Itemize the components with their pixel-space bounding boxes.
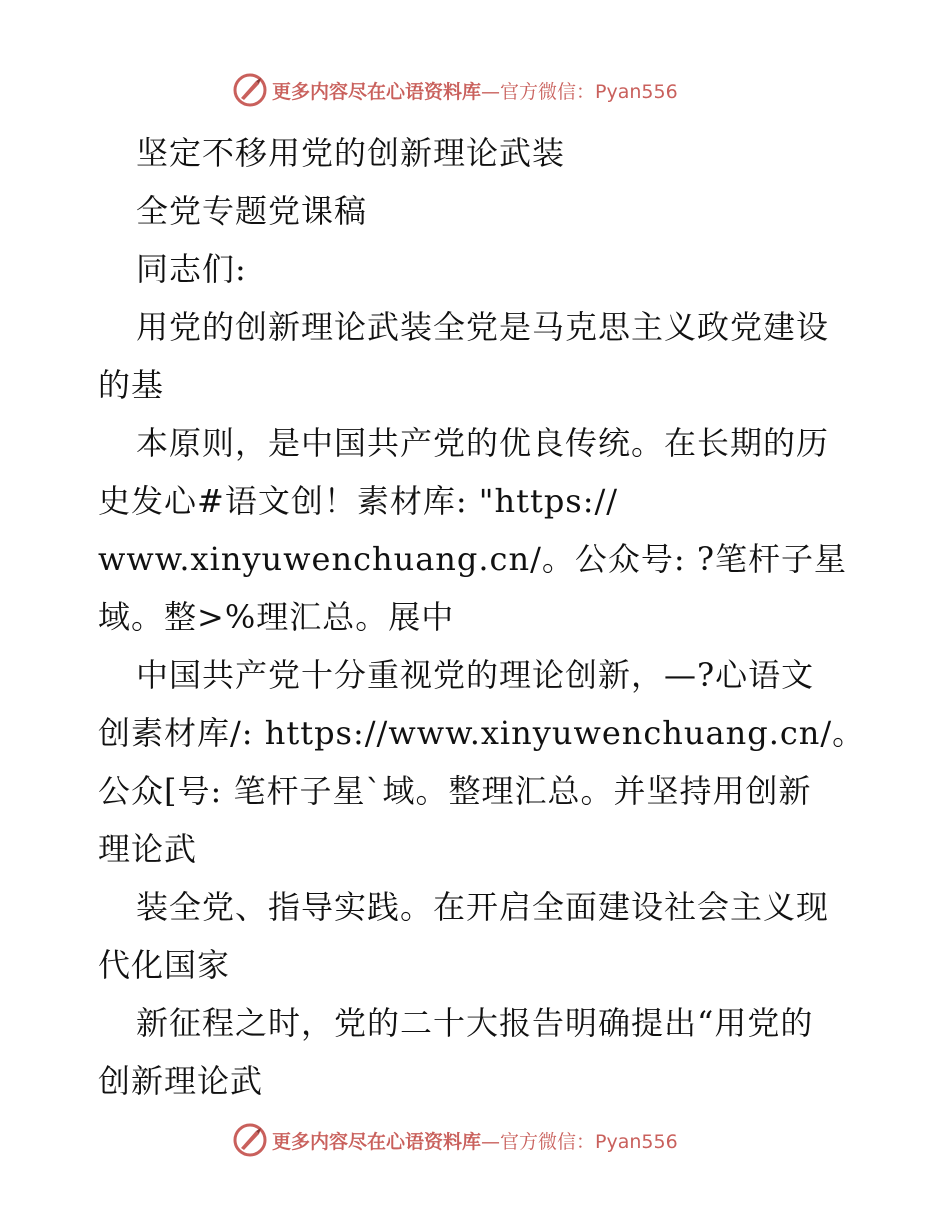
doc-line: 理论武 <box>98 830 198 868</box>
doc-line: 用党的创新理论武装全党是马克思主义政党建设 <box>136 308 830 346</box>
doc-line: 代化国家 <box>98 946 231 984</box>
doc-line: 创新理论武 <box>98 1062 264 1100</box>
watermark-tail: —官方微信：Pyan556 <box>481 80 678 103</box>
doc-line: 新征程之时，党的二十大报告明确提出“用党的 <box>136 1004 814 1042</box>
doc-line: 的基 <box>98 366 165 404</box>
watermark-main: 更多内容尽在心语资料库 <box>272 80 482 103</box>
quill-logo-icon <box>232 1122 268 1158</box>
doc-title: 坚定不移用党的创新理论武装 <box>136 134 566 172</box>
doc-line: 创素材库/: https://www.xinyuwenchuang.cn/。 <box>98 714 866 752</box>
watermark-main: 更多内容尽在心语资料库 <box>272 1130 482 1153</box>
doc-subtitle: 全党专题党课稿 <box>136 192 368 230</box>
doc-line: 本原则，是中国共产党的优良传统。在长期的历 <box>136 424 830 462</box>
document-body <box>98 124 868 1110</box>
watermark-tail: —官方微信：Pyan556 <box>481 1130 678 1153</box>
doc-salutation: 同志们: <box>136 250 247 288</box>
watermark-text <box>272 1127 678 1154</box>
doc-line: 公众[号: 笔杆子星`域。整理汇总。并坚持用创新 <box>98 772 812 810</box>
doc-line: 史发心#语文创！素材库: "https:// <box>98 482 619 520</box>
footer-watermark-banner <box>232 1120 712 1160</box>
doc-line: www.xinyuwenchuang.cn/。公众号: ?笔杆子星 <box>98 540 847 578</box>
header-watermark-banner <box>232 70 712 110</box>
doc-line: 装全党、指导实践。在开启全面建设社会主义现 <box>136 888 830 926</box>
doc-line: 中国共产党十分重视党的理论创新，—?心语文 <box>136 656 815 694</box>
watermark-text <box>272 77 678 104</box>
quill-logo-icon <box>232 72 268 108</box>
doc-line: 域。整>%理汇总。展中 <box>98 598 455 636</box>
